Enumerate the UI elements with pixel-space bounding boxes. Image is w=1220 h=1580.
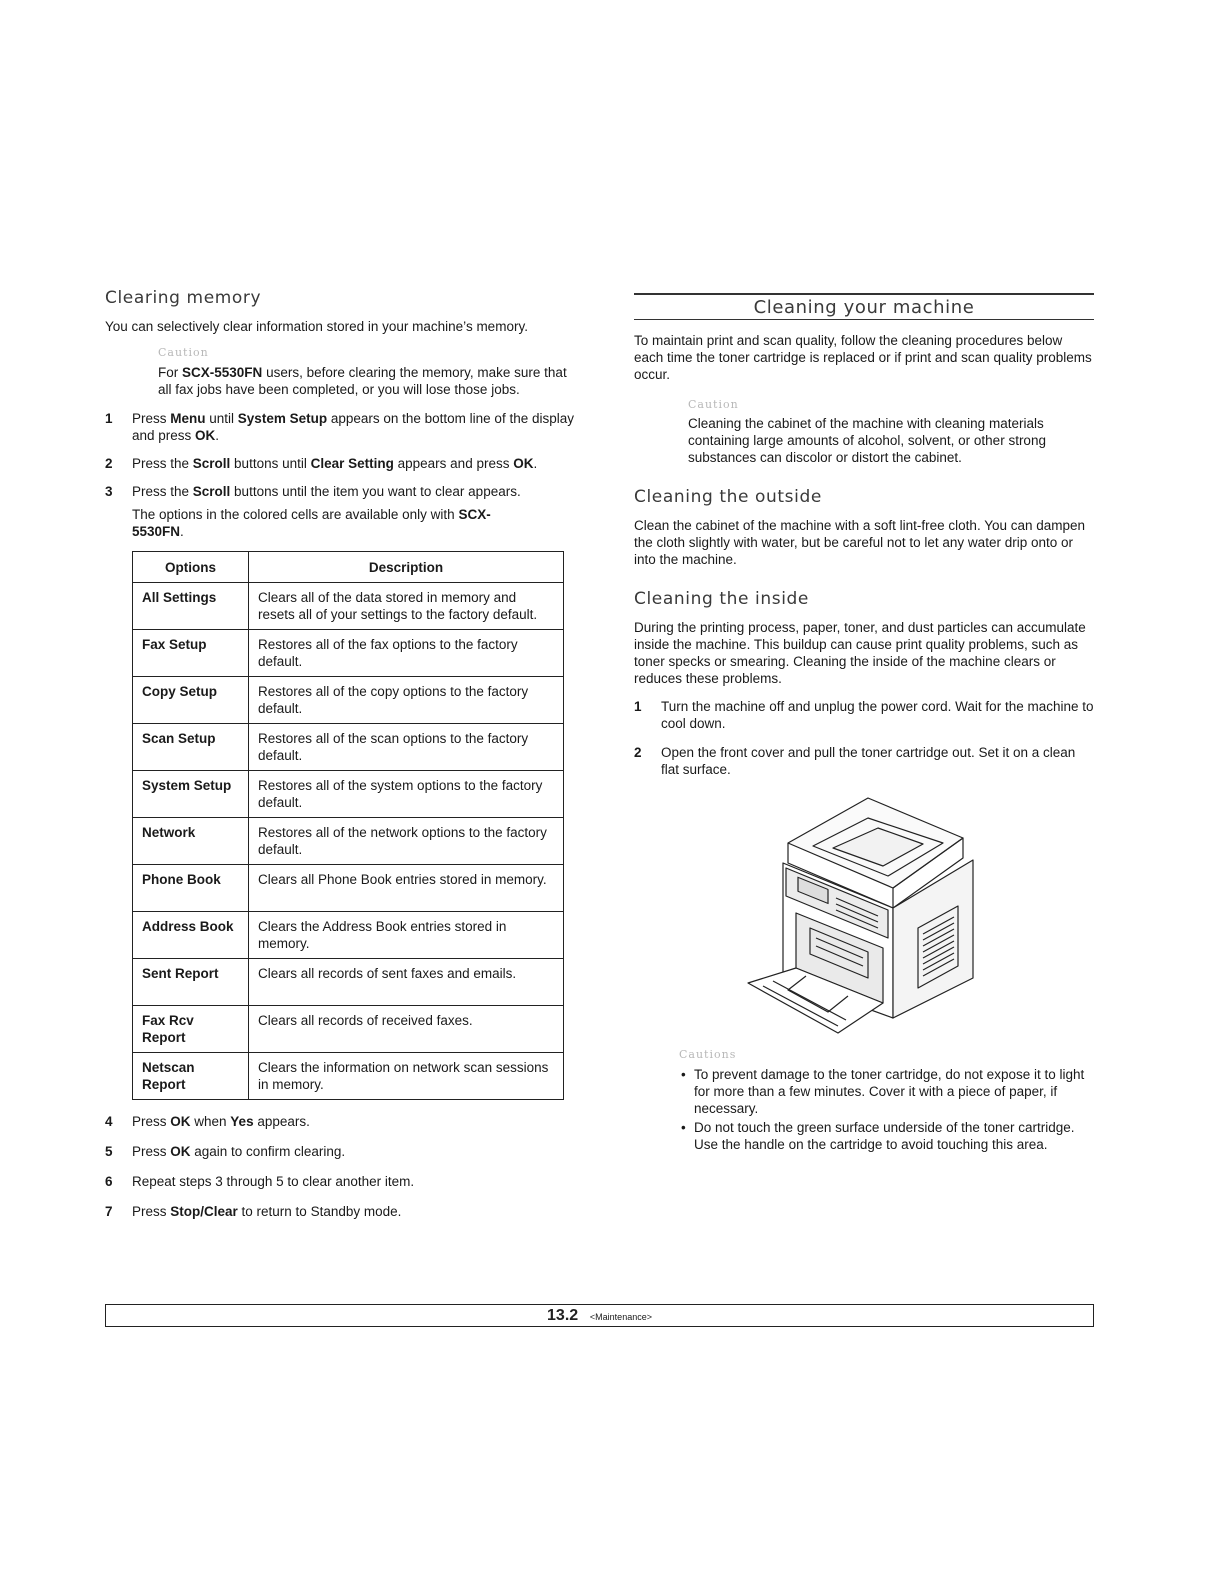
- steps-list-top: [105, 410, 575, 500]
- caution-note-2: [688, 396, 1094, 466]
- option-description: Restores all of the system options to the factory default.: [249, 771, 564, 818]
- cautions-label: Cautions: [679, 1048, 737, 1061]
- step-text: Press the Scroll buttons until the item you want to clear appears.: [132, 484, 521, 499]
- table-header-description: Description: [249, 552, 564, 583]
- left-column: [105, 290, 575, 1220]
- table-row: [133, 724, 564, 771]
- step-text: Open the front cover and pull the toner cartridge out. Set it on a clean flat surface.: [661, 745, 1076, 777]
- step-number: 3: [105, 484, 113, 499]
- section-title-outside: Cleaning the outside: [634, 487, 822, 507]
- option-description: Restores all of the copy options to the factory default.: [249, 677, 564, 724]
- step-number: 5: [105, 1144, 113, 1159]
- caution-item-text: Do not touch the green surface underside of the toner cartridge. Use the handle on the cartridge to avoid touching this area.: [694, 1120, 1075, 1152]
- step-text: Press OK again to confirm clearing.: [132, 1144, 346, 1159]
- option-description: Clears all records of sent faxes and emails.: [249, 959, 564, 1006]
- caution-text: For SCX-5530FN users, before clearing the memory, make sure that all fax jobs have been completed, or you will lose those jobs.: [158, 365, 567, 397]
- table-row: [133, 630, 564, 677]
- option-description: Clears all of the data stored in memory and resets all of your settings to the factory default.: [249, 583, 564, 630]
- table-row: [133, 583, 564, 630]
- step-number: 1: [105, 411, 113, 426]
- bullet-icon: •: [681, 1120, 686, 1135]
- page-number: 13.2: [547, 1307, 579, 1324]
- step-text: Press Menu until System Setup appears on the bottom line of the display and press OK.: [132, 411, 574, 443]
- steps-list-bottom: [105, 1113, 575, 1220]
- option-name: Fax Rcv Report: [133, 1006, 249, 1053]
- table-row: [133, 959, 564, 1006]
- option-name: Fax Setup: [133, 630, 249, 677]
- chapter-header: [634, 293, 1094, 320]
- step-number: 6: [105, 1174, 113, 1189]
- option-name: Address Book: [133, 912, 249, 959]
- cautions-list: [679, 1066, 1094, 1153]
- step-2: [634, 744, 1094, 778]
- step-1: [105, 410, 575, 444]
- option-name: All Settings: [133, 583, 249, 630]
- options-table: [132, 551, 564, 1100]
- option-name: Phone Book: [133, 865, 249, 912]
- section-title-inside: Cleaning the inside: [634, 589, 809, 609]
- caution-text-2: Cleaning the cabinet of the machine with cleaning materials containing large amounts of alcohol, solvent, or other strong substances can discolor or distort the cabinet.: [688, 416, 1046, 465]
- footer-center: [106, 1307, 1093, 1326]
- caution-item: [679, 1066, 1094, 1117]
- table-row: [133, 1006, 564, 1053]
- step-number: 2: [105, 456, 113, 471]
- step-text: Repeat steps 3 through 5 to clear another item.: [132, 1174, 415, 1189]
- option-name: Sent Report: [133, 959, 249, 1006]
- step-number: 4: [105, 1114, 113, 1129]
- table-row: [133, 818, 564, 865]
- step-text: Press Stop/Clear to return to Standby mode.: [132, 1204, 402, 1219]
- right-column: [634, 293, 1094, 1153]
- cleaning-intro: To maintain print and scan quality, follow the cleaning procedures below each time the toner cartridge is replaced or if print and scan quality problems occur.: [634, 333, 1092, 382]
- option-name: Copy Setup: [133, 677, 249, 724]
- option-description: Restores all of the scan options to the factory default.: [249, 724, 564, 771]
- option-name: Scan Setup: [133, 724, 249, 771]
- table-row: [133, 865, 564, 912]
- inside-text: During the printing process, paper, toner, and dust particles can accumulate inside the machine. This buildup can cause print quality problems, such as toner specks or smearing. Cleaning the inside of the machine clears or reduces these problems.: [634, 620, 1086, 686]
- step-number: 1: [634, 699, 642, 714]
- cautions-note: [679, 1046, 1094, 1153]
- option-description: Clears the Address Book entries stored in memory.: [249, 912, 564, 959]
- table-row: [133, 912, 564, 959]
- step-4: [105, 1113, 575, 1130]
- table-row: [133, 677, 564, 724]
- table-row: [133, 771, 564, 818]
- intro-text: You can selectively clear information stored in your machine’s memory.: [105, 319, 528, 334]
- option-name: System Setup: [133, 771, 249, 818]
- option-name: Netscan Report: [133, 1053, 249, 1100]
- caution-label-2: Caution: [688, 398, 739, 411]
- step-7: [105, 1203, 575, 1220]
- step-5: [105, 1143, 575, 1160]
- step-text: Turn the machine off and unplug the power cord. Wait for the machine to cool down.: [661, 699, 1094, 731]
- inside-steps-list: [634, 698, 1094, 778]
- step-text: Press the Scroll buttons until Clear Setting appears and press OK.: [132, 456, 538, 471]
- options-note: The options in the colored cells are available only with SCX-5530FN.: [132, 507, 491, 539]
- chapter-title: Cleaning your machine: [753, 297, 975, 318]
- step-1: [634, 698, 1094, 732]
- table-header-options: Options: [133, 552, 249, 583]
- step-number: 2: [634, 745, 642, 760]
- caution-label: Caution: [158, 346, 209, 359]
- step-text: Press OK when Yes appears.: [132, 1114, 310, 1129]
- outside-text: Clean the cabinet of the machine with a soft lint-free cloth. You can dampen the cloth slightly with water, but be careful not to let any water drip onto or into the machine.: [634, 518, 1086, 567]
- printer-illustration: [718, 788, 978, 1038]
- table-row: [133, 1053, 564, 1100]
- option-name: Network: [133, 818, 249, 865]
- option-description: Clears all records of received faxes.: [249, 1006, 564, 1053]
- section-title-clearing-memory: Clearing memory: [105, 288, 262, 308]
- caution-item-text: To prevent damage to the toner cartridge, do not expose it to light for more than a few minutes. Cover it with a piece of paper, if necessary.: [694, 1067, 1085, 1116]
- step-3: [105, 483, 575, 500]
- caution-note: [158, 344, 575, 398]
- step-6: [105, 1173, 575, 1190]
- option-description: Restores all of the fax options to the factory default.: [249, 630, 564, 677]
- bullet-icon: •: [681, 1067, 686, 1082]
- page-footer: [105, 1304, 1094, 1327]
- option-description: Clears all Phone Book entries stored in memory.: [249, 865, 564, 912]
- section-name: <Maintenance>: [589, 1312, 652, 1322]
- step-number: 7: [105, 1204, 113, 1219]
- option-description: Clears the information on network scan sessions in memory.: [249, 1053, 564, 1100]
- step-2: [105, 455, 575, 472]
- caution-item: [679, 1119, 1094, 1153]
- option-description: Restores all of the network options to the factory default.: [249, 818, 564, 865]
